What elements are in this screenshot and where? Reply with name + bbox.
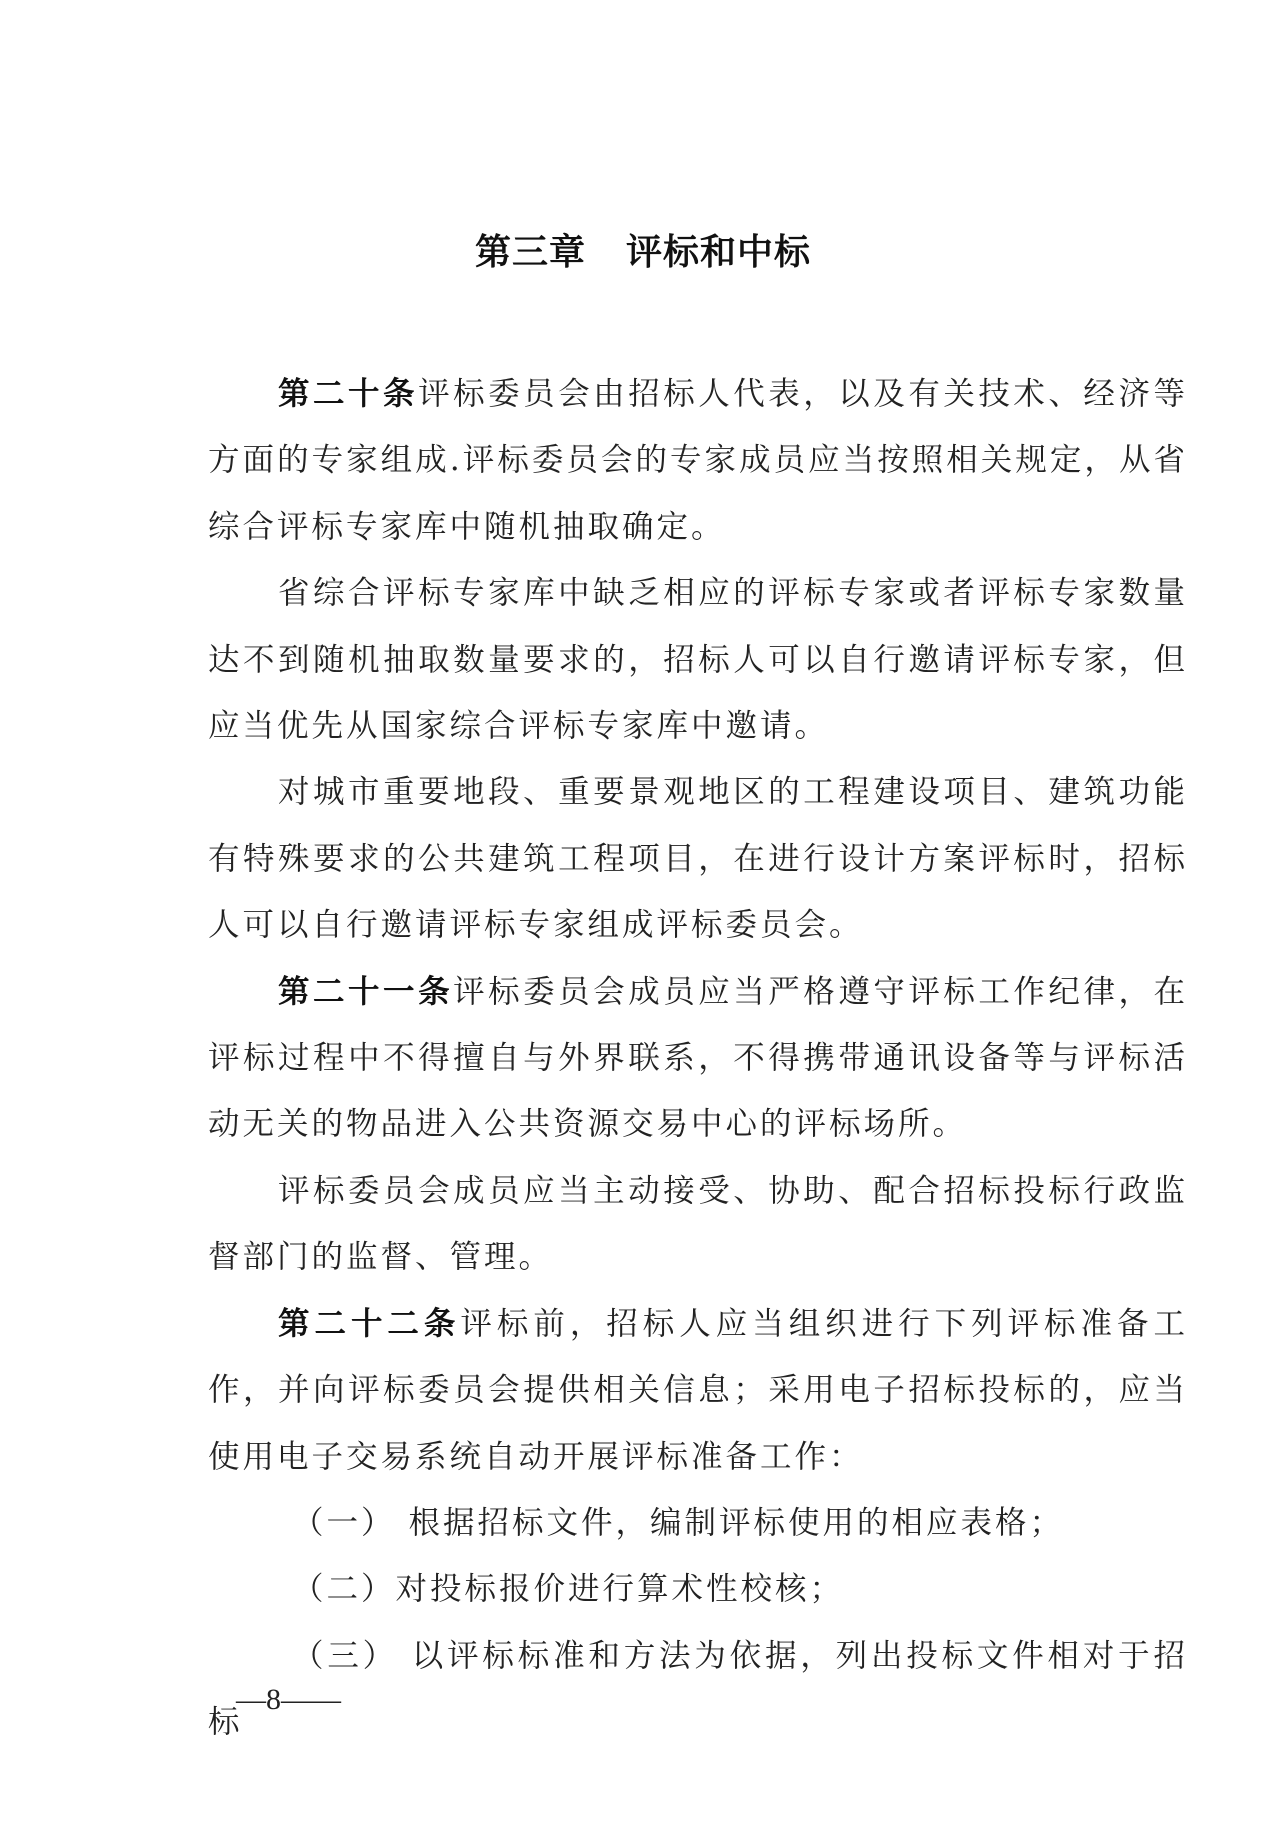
article-20-paragraph xyxy=(208,361,1188,560)
article-22-paragraph xyxy=(208,1291,1188,1490)
list-item-3: （三） 以评标标准和方法为依据，列出投标文件相对于招标 xyxy=(208,1637,1188,1741)
paragraph-design-evaluation: 对城市重要地段、重要景观地区的工程建设项目、建筑功能有特殊要求的公共建筑工程项目，在进行设计方案评标时，招标人可以自行邀请评标专家组成评标委员会。 xyxy=(208,774,1188,944)
article-21-paragraph xyxy=(208,959,1188,1158)
chapter-heading xyxy=(0,228,1286,278)
article-20-text: 评标委员会由招标人代表，以及有关技术、经济等方面的专家组成.评标委员会的专家成员应当按照相关规定，从省综合评标专家库中随机抽取确定。 xyxy=(208,376,1188,545)
list-item-2: （二）对投标报价进行算术性校核； xyxy=(292,1571,845,1608)
article-22-label: 第二十二条 xyxy=(278,1305,461,1342)
article-22-text: 评标前，招标人应当组织进行下列评标准备工作，并向评标委员会提供相关信息；采用电子招标投标的，应当使用电子交易系统自动开展评标准备工作： xyxy=(208,1305,1188,1475)
article-21-label: 第二十一条 xyxy=(278,973,454,1010)
chapter-title-text: 评标和中标 xyxy=(626,232,812,273)
paragraph-supervision: 评标委员会成员应当主动接受、协助、配合招标投标行政监督部门的监督、管理。 xyxy=(208,1172,1188,1276)
article-20-label: 第二十条 xyxy=(278,376,419,412)
chapter-number: 第三章 xyxy=(474,232,586,273)
article-21-text: 评标委员会成员应当严格遵守评标工作纪律，在评标过程中不得擅自与外界联系，不得携带通讯设备等与评标活动无关的物品进入公共资源交易中心的评标场所。 xyxy=(208,973,1188,1143)
page-number: —8—— xyxy=(236,1683,341,1716)
list-item-1: （一） 根据招标文件，编制评标使用的相应表格； xyxy=(292,1504,1065,1541)
document-body xyxy=(208,361,1188,1756)
paragraph-expert-shortage: 省综合评标专家库中缺乏相应的评标专家或者评标专家数量达不到随机抽取数量要求的，招标人可以自行邀请评标专家，但应当优先从国家综合评标专家库中邀请。 xyxy=(208,575,1188,745)
